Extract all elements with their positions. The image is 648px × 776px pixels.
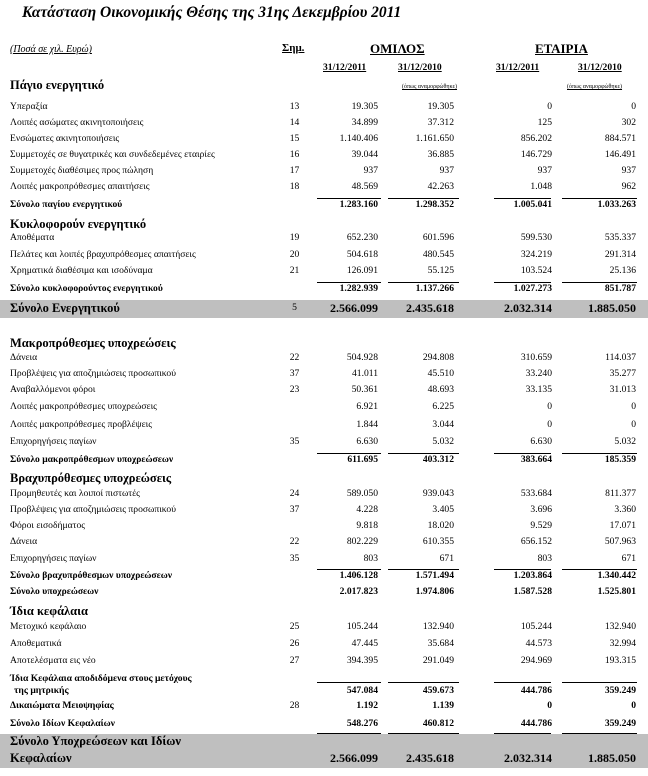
total-rule <box>562 282 637 283</box>
note-ref: 28 <box>289 700 300 711</box>
value-cell: 611.695 <box>347 454 378 465</box>
table-row <box>0 101 648 117</box>
value-cell: 937 <box>537 165 552 176</box>
total-rule <box>388 569 459 570</box>
row-label: Αποθέματα <box>10 232 55 243</box>
value-cell: 294.808 <box>422 352 454 363</box>
value-cell: 444.786 <box>520 718 552 729</box>
total-rule <box>562 733 637 734</box>
total-row <box>0 283 648 299</box>
row-label: Σύνολο Ενεργητικού <box>10 301 120 315</box>
row-label: Προβλέψεις για αποζημιώσεις προσωπικού <box>10 368 176 379</box>
total-rule <box>317 282 381 283</box>
value-cell: 3.405 <box>432 504 454 515</box>
value-cell: 599.530 <box>520 232 552 243</box>
value-cell: 31.013 <box>609 384 636 395</box>
value-cell: 9.529 <box>530 520 552 531</box>
note-ref: 37 <box>289 368 300 379</box>
value-cell: 33.240 <box>525 368 552 379</box>
value-cell: 601.596 <box>422 232 454 243</box>
value-cell: 394.395 <box>346 655 378 666</box>
row-label: Δάνεια <box>10 536 38 547</box>
row-label: Αναβαλλόμενοι φόροι <box>10 384 96 395</box>
value-cell: 310.659 <box>520 352 552 363</box>
value-cell: 937 <box>621 165 636 176</box>
table-row <box>0 352 648 368</box>
value-cell: 1.203.864 <box>513 570 552 581</box>
row-label: Ενσώματες ακινητοποιήσεις <box>10 133 120 144</box>
row-label: Σύνολο βραχυπρόθεσμων υποχρεώσεων <box>10 570 173 581</box>
section-heading <box>0 471 648 487</box>
value-cell: 1.048 <box>530 181 552 192</box>
note-ref: 5 <box>292 302 297 313</box>
note-ref: 18 <box>289 181 300 192</box>
value-cell: 1.525.801 <box>597 586 636 597</box>
amounts-note: (Ποσά σε χιλ. Ευρώ) <box>10 44 92 55</box>
value-cell: 33.135 <box>525 384 552 395</box>
total-rule <box>388 198 459 199</box>
note-column-header: Σημ. <box>282 42 305 54</box>
note-ref: 17 <box>289 165 300 176</box>
total-rule <box>388 733 459 734</box>
table-row <box>0 181 648 197</box>
value-cell: 35.684 <box>427 638 454 649</box>
table-row <box>0 419 648 435</box>
value-cell: 1.885.050 <box>588 751 636 765</box>
value-cell: 105.244 <box>346 621 378 632</box>
total-row <box>0 199 648 215</box>
note-ref: 24 <box>289 488 300 499</box>
total-rule <box>494 569 551 570</box>
table-row <box>0 117 648 133</box>
total-rule <box>388 282 459 283</box>
value-cell: 42.263 <box>427 181 454 192</box>
note-ref: 16 <box>289 149 300 160</box>
value-cell: 1.140.406 <box>339 133 378 144</box>
row-label: Λοιπές μακροπρόθεσμες απαιτήσεις <box>10 181 150 192</box>
row-label: Μετοχικό κεφάλαιο <box>10 621 87 632</box>
value-cell: 4.228 <box>356 504 378 515</box>
value-cell: 548.276 <box>346 718 378 729</box>
value-cell: 45.510 <box>427 368 454 379</box>
value-cell: 132.940 <box>422 621 454 632</box>
note-ref: 19 <box>289 232 300 243</box>
table-row <box>0 655 648 671</box>
note-ref: 20 <box>289 249 300 260</box>
total-rule <box>562 453 637 454</box>
value-cell: 291.314 <box>604 249 636 260</box>
value-cell: 1.192 <box>356 700 378 711</box>
value-cell: 2.566.099 <box>330 751 378 765</box>
value-cell: 48.569 <box>351 181 378 192</box>
row-label: Πάγιο ενεργητικό <box>10 78 105 92</box>
table-row <box>0 384 648 400</box>
value-cell: 460.812 <box>422 718 454 729</box>
value-cell: 444.786 <box>520 685 552 696</box>
table-row <box>0 165 648 181</box>
value-cell: 19.305 <box>351 101 378 112</box>
value-cell: 5.032 <box>432 436 454 447</box>
note-ref: 14 <box>289 117 300 128</box>
value-cell: 480.545 <box>422 249 454 260</box>
total-rule <box>494 282 551 283</box>
note-ref: 35 <box>289 553 300 564</box>
value-cell: 146.491 <box>604 149 636 160</box>
value-cell: 125 <box>537 117 552 128</box>
row-label: Ίδια Κεφάλαια αποδιδόμενα στους μετόχους <box>10 673 192 684</box>
total-row <box>0 700 648 716</box>
value-cell: 17.071 <box>609 520 636 531</box>
total-rule <box>562 198 637 199</box>
restated-note-group: (όπως αναμορφώθηκε) <box>402 84 458 90</box>
value-cell: 403.312 <box>422 454 454 465</box>
value-cell: 671 <box>439 553 454 564</box>
total-row <box>0 673 648 699</box>
value-cell: 671 <box>621 553 636 564</box>
value-cell: 359.249 <box>604 685 636 696</box>
value-cell: 291.049 <box>422 655 454 666</box>
value-cell: 962 <box>621 181 636 192</box>
value-cell: 459.673 <box>422 685 454 696</box>
total-rule <box>317 453 381 454</box>
date-header-company-2010: 31/12/2010 <box>578 62 622 73</box>
row-label: Σύνολο υποχρεώσεων <box>10 586 99 597</box>
value-cell: 6.225 <box>432 401 454 412</box>
row-label: Αποτελέσματα εις νέο <box>10 655 96 666</box>
total-rule <box>494 198 551 199</box>
value-cell: 3.696 <box>530 504 552 515</box>
value-cell: 1.137.266 <box>415 283 454 294</box>
value-cell: 1.340.442 <box>597 570 636 581</box>
value-cell: 25.136 <box>609 265 636 276</box>
note-ref: 26 <box>289 638 300 649</box>
section-heading <box>0 604 648 620</box>
row-label: Μακροπρόθεσμες υποχρεώσεις <box>10 336 176 350</box>
note-ref: 13 <box>289 101 300 112</box>
value-cell: 535.337 <box>604 232 636 243</box>
row-label: Σύνολο κυκλοφορούντος ενεργητικού <box>10 283 163 294</box>
row-label: Πελάτες και λοιπές βραχυπρόθεσμες απαιτήσεις <box>10 249 196 260</box>
table-row <box>0 249 648 265</box>
value-cell: 324.219 <box>520 249 552 260</box>
row-label-continued: Κεφαλαίων <box>10 751 72 765</box>
value-cell: 1.027.273 <box>513 283 552 294</box>
value-cell: 37.312 <box>427 117 454 128</box>
note-ref: 27 <box>289 655 300 666</box>
table-row <box>0 133 648 149</box>
value-cell: 504.618 <box>346 249 378 260</box>
group-header: ΟΜΙΛΟΣ <box>370 41 425 56</box>
section-heading <box>0 78 648 94</box>
value-cell: 939.043 <box>422 488 454 499</box>
row-label: Λοιπές μακροπρόθεσμες προβλέψεις <box>10 419 152 430</box>
table-row <box>0 520 648 536</box>
value-cell: 507.963 <box>604 536 636 547</box>
table-row <box>0 232 648 248</box>
value-cell: 1.406.128 <box>339 570 378 581</box>
value-cell: 884.571 <box>604 133 636 144</box>
value-cell: 937 <box>439 165 454 176</box>
value-cell: 0 <box>547 101 552 112</box>
row-label: Βραχυπρόθεσμες υποχρεώσεις <box>10 471 172 485</box>
note-ref: 37 <box>289 504 300 515</box>
total-row <box>0 586 648 602</box>
value-cell: 19.305 <box>427 101 454 112</box>
date-header-company-2011: 31/12/2011 <box>496 62 540 73</box>
value-cell: 185.359 <box>604 454 636 465</box>
value-cell: 36.885 <box>427 149 454 160</box>
value-cell: 851.787 <box>604 283 636 294</box>
value-cell: 1.844 <box>356 419 378 430</box>
table-row <box>0 504 648 520</box>
total-rule <box>317 682 381 683</box>
value-cell: 114.037 <box>605 352 636 363</box>
row-label: Σύνολο Υποχρεώσεων και Ιδίων <box>10 734 181 748</box>
value-cell: 32.994 <box>609 638 636 649</box>
row-label: Κυκλοφορούν ενεργητικό <box>10 217 147 231</box>
value-cell: 589.050 <box>346 488 378 499</box>
value-cell: 3.360 <box>614 504 636 515</box>
value-cell: 504.928 <box>346 352 378 363</box>
value-cell: 132.940 <box>604 621 636 632</box>
total-rule <box>317 733 381 734</box>
value-cell: 383.664 <box>520 454 552 465</box>
value-cell: 48.693 <box>427 384 454 395</box>
value-cell: 44.573 <box>525 638 552 649</box>
value-cell: 610.355 <box>422 536 454 547</box>
section-heading <box>0 217 648 233</box>
table-row <box>0 553 648 569</box>
value-cell: 0 <box>631 101 636 112</box>
total-rule <box>562 682 637 683</box>
table-row <box>0 436 648 452</box>
value-cell: 47.445 <box>351 638 378 649</box>
value-cell: 41.011 <box>351 368 378 379</box>
value-cell: 803 <box>363 553 378 564</box>
total-rule <box>388 682 459 683</box>
value-cell: 18.020 <box>427 520 454 531</box>
statement-title: Κατάσταση Οικονομικής Θέσης της 31ης Δεκεμβρίου 2011 <box>22 4 402 21</box>
row-label: Δάνεια <box>10 352 38 363</box>
value-cell: 5.032 <box>614 436 636 447</box>
value-cell: 50.361 <box>351 384 378 395</box>
value-cell: 2.017.823 <box>339 586 378 597</box>
value-cell: 39.044 <box>351 149 378 160</box>
value-cell: 302 <box>621 117 636 128</box>
table-row <box>0 638 648 654</box>
restated-note-company: (όπως αναμορφώθηκε) <box>567 84 623 90</box>
value-cell: 802.229 <box>346 536 378 547</box>
value-cell: 0 <box>547 401 552 412</box>
row-label: Ίδια κεφάλαια <box>10 604 89 618</box>
row-label: Σύνολο Ιδίων Κεφαλαίων <box>10 718 115 729</box>
value-cell: 55.125 <box>427 265 454 276</box>
value-cell: 2.566.099 <box>330 301 378 315</box>
note-ref: 15 <box>289 133 300 144</box>
row-label: Υπεραξία <box>10 101 48 112</box>
date-header-group-2011: 31/12/2011 <box>323 62 367 73</box>
value-cell: 1.033.263 <box>597 199 636 210</box>
value-cell: 1.005.041 <box>513 199 552 210</box>
value-cell: 294.969 <box>520 655 552 666</box>
value-cell: 34.899 <box>351 117 378 128</box>
total-rule <box>494 733 551 734</box>
value-cell: 0 <box>547 419 552 430</box>
note-ref: 25 <box>289 621 300 632</box>
row-label: Συμμετοχές σε θυγατρικές και συνδεδεμένες εταιρίες <box>10 149 215 160</box>
total-rule <box>494 453 551 454</box>
value-cell: 103.524 <box>520 265 552 276</box>
note-ref: 22 <box>289 536 300 547</box>
value-cell: 2.435.618 <box>406 301 454 315</box>
row-label: Συμμετοχές διαθέσιμες προς πώληση <box>10 165 154 176</box>
value-cell: 856.202 <box>520 133 552 144</box>
row-label: Φόροι εισοδήματος <box>10 520 86 531</box>
row-label: Προβλέψεις για αποζημιώσεις προσωπικού <box>10 504 176 515</box>
value-cell: 1.139 <box>432 700 454 711</box>
value-cell: 0 <box>631 700 636 711</box>
total-rule <box>317 569 381 570</box>
value-cell: 652.230 <box>346 232 378 243</box>
value-cell: 2.032.314 <box>504 301 552 315</box>
date-header-group-2010: 31/12/2010 <box>398 62 442 73</box>
total-rule <box>562 569 637 570</box>
value-cell: 6.630 <box>530 436 552 447</box>
row-label: Λοιπές μακροπρόθεσμες υποχρεώσεις <box>10 401 157 412</box>
value-cell: 2.032.314 <box>504 751 552 765</box>
value-cell: 1.571.494 <box>415 570 454 581</box>
value-cell: 9.818 <box>356 520 378 531</box>
section-heading <box>0 336 648 352</box>
row-label: Δικαιώματα Μειοψηφίας <box>10 700 114 711</box>
value-cell: 359.249 <box>604 718 636 729</box>
value-cell: 6.921 <box>356 401 378 412</box>
value-cell: 105.244 <box>520 621 552 632</box>
note-ref: 22 <box>289 352 300 363</box>
value-cell: 1.587.528 <box>513 586 552 597</box>
value-cell: 937 <box>363 165 378 176</box>
total-row <box>0 734 648 768</box>
total-rule <box>317 198 381 199</box>
note-ref: 23 <box>289 384 300 395</box>
total-row <box>0 300 648 318</box>
total-row <box>0 718 648 734</box>
value-cell: 0 <box>631 419 636 430</box>
value-cell: 2.435.618 <box>406 751 454 765</box>
value-cell: 1.298.352 <box>415 199 454 210</box>
table-row <box>0 488 648 504</box>
table-row <box>0 368 648 384</box>
value-cell: 0 <box>631 401 636 412</box>
total-rule <box>494 682 551 683</box>
value-cell: 811.377 <box>605 488 636 499</box>
total-rule <box>388 453 459 454</box>
row-label: Επιχορηγήσεις παγίων <box>10 436 97 447</box>
table-row <box>0 401 648 417</box>
row-label: Χρηματικά διαθέσιμα και ισοδύναμα <box>10 265 153 276</box>
value-cell: 803 <box>537 553 552 564</box>
row-label: Επιχορηγήσεις παγίων <box>10 553 97 564</box>
row-label: Προμηθευτές και λοιποί πιστωτές <box>10 488 140 499</box>
value-cell: 656.152 <box>520 536 552 547</box>
row-label: Αποθεματικά <box>10 638 62 649</box>
total-row <box>0 454 648 470</box>
total-row <box>0 570 648 586</box>
value-cell: 3.044 <box>432 419 454 430</box>
company-header: ΕΤΑΙΡΙΑ <box>535 41 588 56</box>
row-label: Λοιπές ασώματες ακινητοποιήσεις <box>10 117 144 128</box>
value-cell: 1.974.806 <box>415 586 454 597</box>
value-cell: 1.885.050 <box>588 301 636 315</box>
value-cell: 193.315 <box>604 655 636 666</box>
row-label: Σύνολο παγίου ενεργητικού <box>10 199 123 210</box>
table-row <box>0 536 648 552</box>
value-cell: 1.161.650 <box>415 133 454 144</box>
value-cell: 1.282.939 <box>339 283 378 294</box>
row-label: Σύνολο μακροπρόθεσμων υποχρεώσεων <box>10 454 174 465</box>
table-row <box>0 149 648 165</box>
value-cell: 0 <box>547 700 552 711</box>
table-row <box>0 621 648 637</box>
value-cell: 547.084 <box>346 685 378 696</box>
value-cell: 35.277 <box>609 368 636 379</box>
note-ref: 35 <box>289 436 300 447</box>
value-cell: 6.630 <box>356 436 378 447</box>
value-cell: 1.283.160 <box>339 199 378 210</box>
value-cell: 533.684 <box>520 488 552 499</box>
table-row <box>0 265 648 281</box>
note-ref: 21 <box>289 265 300 276</box>
value-cell: 126.091 <box>346 265 378 276</box>
row-label-continued: της μητρικής <box>14 685 69 696</box>
value-cell: 146.729 <box>520 149 552 160</box>
